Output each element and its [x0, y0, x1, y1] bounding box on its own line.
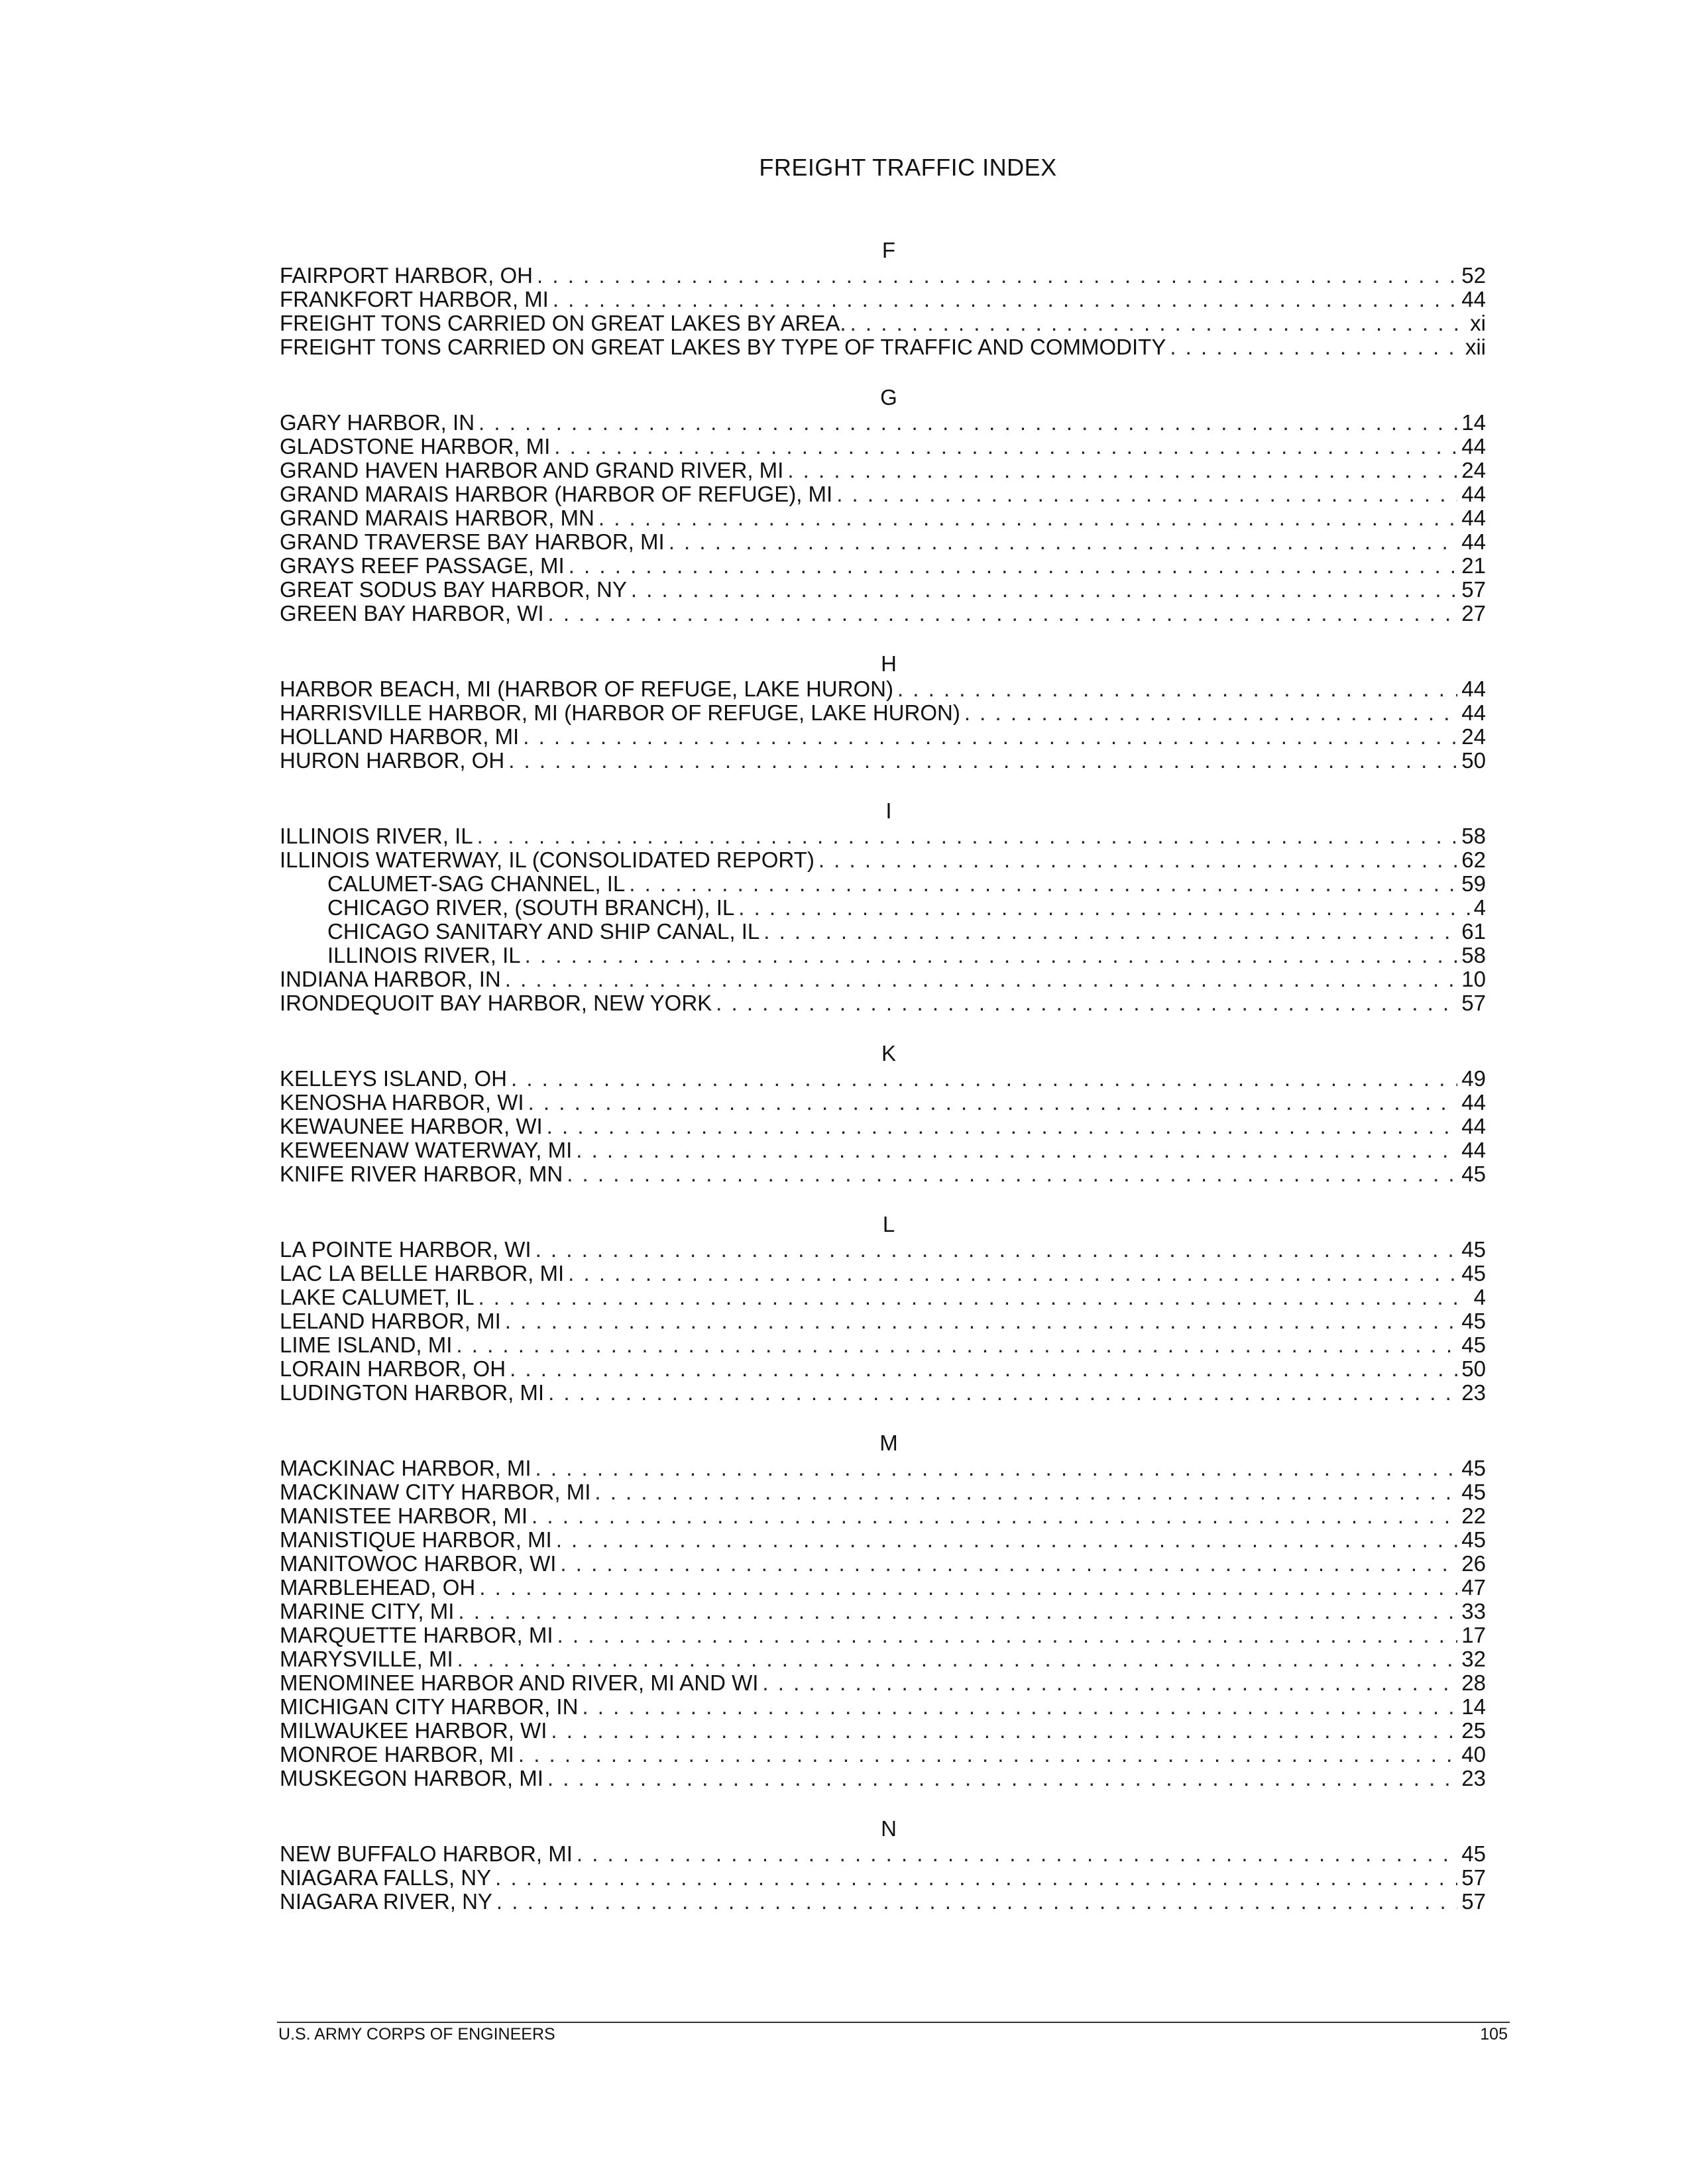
footer-divider — [277, 2022, 1510, 2023]
entry-page-number: 14 — [1461, 411, 1486, 435]
index-entry — [280, 677, 1486, 701]
index-entry — [280, 1115, 1486, 1138]
entry-page-number: 62 — [1461, 848, 1486, 872]
entry-page-number: 45 — [1461, 1333, 1486, 1357]
entry-label: GRAYS REEF PASSAGE, MI — [280, 554, 565, 578]
index-entry — [280, 602, 1486, 626]
entry-label: MARYSVILLE, MI — [280, 1647, 453, 1671]
index-entry — [280, 1842, 1486, 1866]
entry-page-number: 44 — [1461, 506, 1486, 530]
entry-page-number: 45 — [1461, 1528, 1486, 1552]
entry-label: MARQUETTE HARBOR, MI — [280, 1623, 553, 1647]
entry-label: IRONDEQUOIT BAY HARBOR, NEW YORK — [280, 991, 712, 1015]
entry-label: FREIGHT TONS CARRIED ON GREAT LAKES BY TYPE OF TRAFFIC AND COMMODITY — [280, 335, 1166, 359]
entry-page-number: 44 — [1461, 1091, 1486, 1115]
entry-label: MUSKEGON HARBOR, MI — [280, 1767, 543, 1790]
entry-label: LELAND HARBOR, MI — [280, 1309, 501, 1333]
dot-leader — [594, 1480, 1457, 1504]
entry-page-number: 58 — [1461, 824, 1486, 848]
dot-leader — [505, 1309, 1458, 1333]
entry-page-number: 45 — [1461, 1456, 1486, 1480]
footer-page-number: 105 — [1480, 2025, 1508, 2044]
entry-page-number: 24 — [1461, 725, 1486, 749]
entry-page-number: 45 — [1461, 1309, 1486, 1333]
entry-page-number: 23 — [1461, 1381, 1486, 1405]
index-subentry — [280, 872, 1486, 896]
index-entry — [280, 1456, 1486, 1480]
index-entry — [280, 848, 1486, 872]
dot-leader — [964, 701, 1457, 725]
entry-page-number: 44 — [1461, 482, 1486, 506]
dot-leader — [1170, 335, 1461, 359]
entry-page-number: 52 — [1461, 264, 1486, 288]
entry-page-number: 50 — [1461, 1357, 1486, 1381]
dot-leader — [496, 1890, 1457, 1914]
index-entry — [280, 1671, 1486, 1695]
dot-leader — [478, 1285, 1469, 1309]
section-letter: F — [881, 238, 896, 262]
dot-leader — [567, 1162, 1457, 1186]
dot-leader — [598, 506, 1457, 530]
entry-page-number: 44 — [1461, 288, 1486, 311]
dot-leader — [850, 311, 1467, 335]
index-subentry — [280, 920, 1486, 944]
index-entry — [280, 1333, 1486, 1357]
index-entry — [280, 530, 1486, 554]
dot-leader — [787, 459, 1457, 482]
dot-leader — [478, 411, 1457, 435]
index-entry — [280, 1743, 1486, 1767]
dot-leader — [525, 944, 1458, 967]
entry-label: GREEN BAY HARBOR, WI — [280, 602, 544, 626]
entry-label: NIAGARA FALLS, NY — [280, 1866, 492, 1890]
entry-page-number: 45 — [1461, 1238, 1486, 1262]
index-entry — [280, 1552, 1486, 1576]
dot-leader — [818, 848, 1457, 872]
dot-leader — [457, 1647, 1458, 1671]
dot-leader — [576, 1138, 1457, 1162]
index-entry — [280, 335, 1486, 359]
dot-leader — [548, 1381, 1457, 1405]
entry-label: LORAIN HARBOR, OH — [280, 1357, 506, 1381]
entry-label: GLADSTONE HARBOR, MI — [280, 435, 551, 459]
dot-leader — [554, 435, 1457, 459]
index-entry — [280, 1504, 1486, 1528]
entry-label: MARBLEHEAD, OH — [280, 1576, 476, 1600]
index-entry — [280, 749, 1486, 773]
entry-label: LAKE CALUMET, IL — [280, 1285, 475, 1309]
dot-leader — [458, 1600, 1457, 1623]
entry-label: GRAND MARAIS HARBOR (HARBOR OF REFUGE), MI — [280, 482, 833, 506]
dot-leader — [629, 872, 1457, 896]
dot-leader — [716, 991, 1457, 1015]
dot-leader — [556, 1528, 1458, 1552]
index-entry — [280, 824, 1486, 848]
entry-label: HARRISVILLE HARBOR, MI (HARBOR OF REFUGE, LAKE HURON) — [280, 701, 960, 725]
index-entry — [280, 1238, 1486, 1262]
entry-page-number: 45 — [1461, 1842, 1486, 1866]
entry-label: NEW BUFFALO HARBOR, MI — [280, 1842, 573, 1866]
dot-leader — [553, 288, 1457, 311]
index-entry — [280, 1357, 1486, 1381]
index-entry — [280, 1600, 1486, 1623]
dot-leader — [547, 1115, 1458, 1138]
dot-leader — [535, 1456, 1458, 1480]
entry-label: NIAGARA RIVER, NY — [280, 1890, 492, 1914]
entry-page-number: 44 — [1461, 530, 1486, 554]
index-entry — [280, 1162, 1486, 1186]
entry-page-number: 10 — [1461, 967, 1486, 991]
entry-label: MENOMINEE HARBOR AND RIVER, MI AND WI — [280, 1671, 759, 1695]
entry-label: FREIGHT TONS CARRIED ON GREAT LAKES BY AREA. — [280, 311, 846, 335]
index-entry — [280, 1309, 1486, 1333]
dot-leader — [557, 1623, 1458, 1647]
entry-label: GRAND HAVEN HARBOR AND GRAND RIVER, MI — [280, 459, 784, 482]
index-entry — [280, 311, 1486, 335]
entry-page-number: 57 — [1461, 578, 1486, 602]
entry-label: FRANKFORT HARBOR, MI — [280, 288, 549, 311]
section-letter: K — [881, 1041, 896, 1065]
index-entry — [280, 725, 1486, 749]
entry-label: LIME ISLAND, MI — [280, 1333, 453, 1357]
entry-page-number: 22 — [1461, 1504, 1486, 1528]
dot-leader — [568, 1262, 1457, 1285]
section-letter: G — [880, 385, 897, 410]
entry-label: GRAND MARAIS HARBOR, MN — [280, 506, 594, 530]
entry-label: FAIRPORT HARBOR, OH — [280, 264, 534, 288]
entry-page-number: 33 — [1461, 1600, 1486, 1623]
entry-page-number: xi — [1470, 311, 1486, 335]
entry-page-number: 25 — [1461, 1719, 1486, 1743]
dot-leader — [505, 967, 1458, 991]
section-letter: M — [879, 1431, 898, 1455]
dot-leader — [836, 482, 1457, 506]
entry-label: MACKINAW CITY HARBOR, MI — [280, 1480, 591, 1504]
index-entry — [280, 1381, 1486, 1405]
entry-label: MANITOWOC HARBOR, WI — [280, 1552, 557, 1576]
dot-leader — [523, 725, 1457, 749]
index-entry — [280, 1528, 1486, 1552]
dot-leader — [763, 920, 1457, 944]
entry-label: KEWEENAW WATERWAY, MI — [280, 1138, 573, 1162]
index-section — [280, 386, 1486, 626]
entry-label: MONROE HARBOR, MI — [280, 1743, 514, 1767]
index-entry — [280, 1890, 1486, 1914]
index-section — [280, 1213, 1486, 1405]
entry-page-number: xii — [1465, 335, 1486, 359]
index-section — [280, 652, 1486, 773]
entry-page-number: 28 — [1461, 1671, 1486, 1695]
index-entry — [280, 967, 1486, 991]
index-entry — [280, 1285, 1486, 1309]
entry-label: GARY HARBOR, IN — [280, 411, 475, 435]
dot-leader — [582, 1695, 1457, 1719]
entry-label: CHICAGO RIVER, (SOUTH BRANCH), IL — [327, 896, 735, 920]
dot-leader — [532, 1504, 1457, 1528]
section-letter: L — [882, 1212, 895, 1236]
index-section — [280, 239, 1486, 359]
section-letter: N — [881, 1816, 897, 1841]
entry-label: KEWAUNEE HARBOR, WI — [280, 1115, 543, 1138]
entry-page-number: 45 — [1461, 1480, 1486, 1504]
dot-leader — [762, 1671, 1457, 1695]
dot-leader — [631, 578, 1457, 602]
index-entry — [280, 411, 1486, 435]
dot-leader — [511, 1067, 1457, 1091]
index-entry — [280, 435, 1486, 459]
index-entry — [280, 1647, 1486, 1671]
entry-page-number: 44 — [1461, 1115, 1486, 1138]
entry-page-number: 44 — [1461, 677, 1486, 701]
entry-page-number: 44 — [1461, 435, 1486, 459]
index-entry — [280, 1067, 1486, 1091]
entry-page-number: 49 — [1461, 1067, 1486, 1091]
dot-leader — [560, 1552, 1457, 1576]
index-entry — [280, 264, 1486, 288]
entry-page-number: 21 — [1461, 554, 1486, 578]
entry-page-number: 23 — [1461, 1767, 1486, 1790]
index-entry — [280, 1767, 1486, 1790]
index-entry — [280, 1262, 1486, 1285]
index-entry — [280, 482, 1486, 506]
dot-leader — [738, 896, 1469, 920]
dot-leader — [537, 264, 1457, 288]
entry-page-number: 58 — [1461, 944, 1486, 967]
entry-label: KNIFE RIVER HARBOR, MN — [280, 1162, 563, 1186]
entry-label: ILLINOIS WATERWAY, IL (CONSOLIDATED REPORT) — [280, 848, 815, 872]
entry-label: CALUMET-SAG CHANNEL, IL — [327, 872, 626, 896]
entry-page-number: 57 — [1461, 1890, 1486, 1914]
index-entry — [280, 1695, 1486, 1719]
entry-label: GREAT SODUS BAY HARBOR, NY — [280, 578, 627, 602]
dot-leader — [577, 1842, 1457, 1866]
index-entry — [280, 1091, 1486, 1115]
entry-label: MANISTIQUE HARBOR, MI — [280, 1528, 552, 1552]
index-subentry — [280, 944, 1486, 967]
dot-leader — [518, 1743, 1457, 1767]
entry-page-number: 59 — [1461, 872, 1486, 896]
entry-page-number: 44 — [1461, 701, 1486, 725]
entry-label: LAC LA BELLE HARBOR, MI — [280, 1262, 565, 1285]
entry-page-number: 4 — [1473, 896, 1486, 920]
entry-page-number: 57 — [1461, 1866, 1486, 1890]
entry-label: HURON HARBOR, OH — [280, 749, 505, 773]
footer-organization: U.S. ARMY CORPS OF ENGINEERS — [278, 2025, 555, 2044]
entry-page-number: 45 — [1461, 1162, 1486, 1186]
entry-page-number: 24 — [1461, 459, 1486, 482]
entry-page-number: 61 — [1461, 920, 1486, 944]
index-entry — [280, 1719, 1486, 1743]
dot-leader — [551, 1719, 1457, 1743]
dot-leader — [897, 677, 1457, 701]
index-entry — [280, 459, 1486, 482]
section-letter: I — [885, 798, 892, 823]
page-title: FREIGHT TRAFFIC INDEX — [759, 154, 1057, 181]
index-entry — [280, 506, 1486, 530]
entry-label: MACKINAC HARBOR, MI — [280, 1456, 532, 1480]
entry-label: LA POINTE HARBOR, WI — [280, 1238, 532, 1262]
index-entry — [280, 578, 1486, 602]
index-entry — [280, 1576, 1486, 1600]
dot-leader — [528, 1091, 1458, 1115]
entry-page-number: 57 — [1461, 991, 1486, 1015]
dot-leader — [508, 749, 1457, 773]
index-entry — [280, 288, 1486, 311]
index-list — [280, 239, 1486, 1940]
entry-label: CHICAGO SANITARY AND SHIP CANAL, IL — [327, 920, 760, 944]
entry-page-number: 50 — [1461, 749, 1486, 773]
dot-leader — [535, 1238, 1458, 1262]
index-section — [280, 799, 1486, 1015]
entry-page-number: 17 — [1461, 1623, 1486, 1647]
entry-page-number: 40 — [1461, 1743, 1486, 1767]
entry-page-number: 4 — [1473, 1285, 1486, 1309]
dot-leader — [510, 1357, 1457, 1381]
entry-label: MICHIGAN CITY HARBOR, IN — [280, 1695, 579, 1719]
dot-leader — [456, 1333, 1457, 1357]
entry-label: LUDINGTON HARBOR, MI — [280, 1381, 545, 1405]
index-section — [280, 1042, 1486, 1186]
index-subentry — [280, 896, 1486, 920]
entry-label: ILLINOIS RIVER, IL — [280, 824, 473, 848]
entry-label: HOLLAND HARBOR, MI — [280, 725, 520, 749]
dot-leader — [569, 554, 1458, 578]
index-entry — [280, 991, 1486, 1015]
entry-page-number: 26 — [1461, 1552, 1486, 1576]
entry-label: GRAND TRAVERSE BAY HARBOR, MI — [280, 530, 665, 554]
dot-leader — [548, 602, 1458, 626]
index-section — [280, 1817, 1486, 1914]
entry-page-number: 27 — [1461, 602, 1486, 626]
index-entry — [280, 1866, 1486, 1890]
entry-label: MARINE CITY, MI — [280, 1600, 455, 1623]
index-entry — [280, 701, 1486, 725]
entry-label: ILLINOIS RIVER, IL — [327, 944, 521, 967]
index-entry — [280, 554, 1486, 578]
index-entry — [280, 1623, 1486, 1647]
entry-label: MANISTEE HARBOR, MI — [280, 1504, 528, 1528]
section-letter: H — [881, 651, 897, 676]
dot-leader — [479, 1576, 1457, 1600]
dot-leader — [495, 1866, 1457, 1890]
dot-leader — [669, 530, 1458, 554]
entry-label: KELLEYS ISLAND, OH — [280, 1067, 507, 1091]
entry-page-number: 32 — [1461, 1647, 1486, 1671]
index-section — [280, 1431, 1486, 1790]
dot-leader — [547, 1767, 1457, 1790]
entry-page-number: 45 — [1461, 1262, 1486, 1285]
entry-label: MILWAUKEE HARBOR, WI — [280, 1719, 547, 1743]
entry-label: INDIANA HARBOR, IN — [280, 967, 501, 991]
index-entry — [280, 1480, 1486, 1504]
entry-label: HARBOR BEACH, MI (HARBOR OF REFUGE, LAKE HURON) — [280, 677, 893, 701]
entry-page-number: 14 — [1461, 1695, 1486, 1719]
entry-label: KENOSHA HARBOR, WI — [280, 1091, 524, 1115]
index-entry — [280, 1138, 1486, 1162]
entry-page-number: 47 — [1461, 1576, 1486, 1600]
entry-page-number: 44 — [1461, 1138, 1486, 1162]
dot-leader — [477, 824, 1458, 848]
